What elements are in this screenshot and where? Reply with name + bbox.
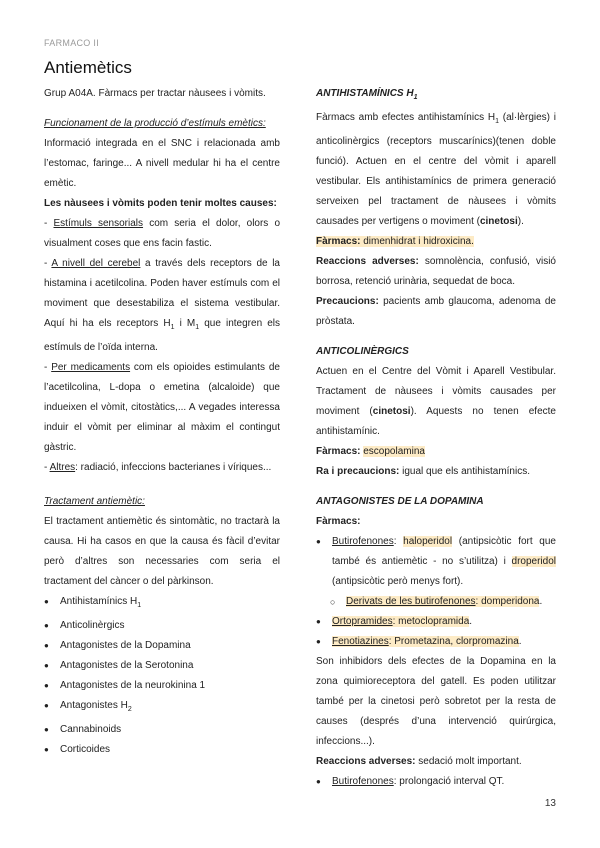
cause-item [44,214,280,254]
highlight: escopolamina [363,446,425,457]
label: Reaccions adverses: [316,756,416,767]
running-header: FARMACO II [44,38,100,48]
list-item: ● Cannabinoids [44,720,280,740]
label: Precaucions: [316,296,379,307]
underlined-term: Butirofenones [332,776,394,787]
paragraph: El tractament antiemètic és sintomàtic, no tractarà la causa. Hi ha casos en que la causa és fàcil d’evitar però d’altres son necessaries com seria el tractament del càncer o del pàrkinson. [44,516,280,587]
text: ). Aquests no tenen efecte antihistamínic. [316,406,556,437]
underlined-term: Estímuls sensorials [53,218,144,229]
drugs-heading [316,512,556,532]
text: (antipsicòtic fort que també és antiemètic - no s’utilitza) i [332,536,556,567]
list-item: ● Antagonistes de la Serotonina [44,656,280,676]
cause-text: com els opioides estimulants de l’acetilcolina, L-dopa o emetina (alcaloide) que indueixen el vòmit, citostàtics,... A vegades interessa induir el vòmit per eliminar al màxim el contingut gàstric. [44,362,280,453]
cause-text: a través dels receptors de la histamina i acetilcolina. Poden haver estímuls com el moviment que desestabiliza el sistema vestibular. Aquí hi ha els receptors H [44,258,280,329]
text: : [393,536,404,547]
subscript: 1 [413,94,418,101]
text: : metoclopramida [392,616,470,627]
paragraph: Informació integrada en el SNC i relacionada amb l’estomac, faringe... A nivell medular hi ha el centre emètic. [44,138,280,189]
cause-item [44,254,280,358]
text: Actuen en el Centre del Vòmit i Aparell Vestibular. Tractament de nàusees i vòmits causades per moviment ( [316,366,556,417]
text: : prolongació interval QT. [393,776,505,787]
paragraph [316,108,556,232]
cause-text: i M [174,318,196,329]
intro-line: Grup A04A. Fàrmacs per tractar nàusees i vòmits. [44,88,266,99]
bold-text: cinetosi [479,216,518,227]
list-item [44,696,280,720]
value: dimenhidrat i hidroxicina. [360,236,474,247]
list-item: ● Antagonistes de la Dopamina [44,636,280,656]
highlight [316,236,474,247]
text: (al·lèrgies) i anticolinèrgics (receptors muscarínics)(tenen doble funció). Actuen en el centre del vòmit i aparell vestibular. Els antihistamínics de primera generació serveixen pel tractament de nàusees i vòmits causades per vertigens o moviment ( [316,112,556,227]
paragraph [316,362,556,442]
dash: - [44,258,52,269]
list-text: Antihistamínics H [60,596,138,607]
text: : Prometazina, clorpromazina [388,636,519,647]
value: pacients amb glaucoma, adenoma de pròstata. [316,296,556,327]
list-item [316,772,556,792]
text: ). [517,216,524,227]
list-item: ● Corticoides [44,740,280,760]
section-title-antihistamines [316,84,556,108]
underlined-term: Butirofenones [332,536,394,547]
highlight: droperidol [511,556,556,567]
text: . [539,596,543,607]
adverse-reactions-line [316,752,556,772]
list-item [316,532,556,592]
underlined-term: Fenotiazines [332,636,389,647]
label: Reaccions adverses: [316,256,419,267]
underlined-term: Altres [49,462,76,473]
section-title-dopamine-antagonists: ANTAGONISTES DE LA DOPAMINA [316,496,484,507]
causes-heading [44,194,280,214]
adverse-reactions-line [316,252,556,292]
bold-text: cinetosi [372,406,411,417]
precautions-line [316,292,556,332]
cause-text: com seria el dolor, olors o visualment coses que ens facin fastic. [44,218,281,249]
section-title-treatment: Tractament antiemètic: [44,496,145,507]
underlined-term: A nivell del cerebel [51,258,141,269]
cause-text: que integren els estímuls de l’oïda interna. [44,318,280,353]
highlight [332,636,519,647]
dash: - [44,218,54,229]
label: Ra i precaucions: [316,466,400,477]
value: igual que els antihistamínics. [399,466,530,477]
cause-text: : radiació, infeccions bacterianes i víriques... [75,462,272,473]
value: sedació molt important. [415,756,522,767]
subscript: 1 [137,602,142,609]
dash: - [44,462,50,473]
list-item [44,592,280,616]
text: : domperidona [475,596,540,607]
underlined-term: Per medicaments [51,362,131,373]
list-item [316,632,556,652]
drugs-line [316,442,556,462]
highlight: haloperidol [403,536,453,547]
right-column [316,84,556,792]
cause-item [44,358,280,458]
bold-text: Les nàusees i vòmits poden tenir moltes causes: [44,198,277,209]
highlight [332,616,469,627]
highlight [346,596,539,607]
underlined-term: Derivats de les butirofenones [346,596,476,607]
paragraph: Son inhibidors dels efectes de la Dopamina en la zona quimioreceptora del gatell. Es poden utilitzar també per la cinetosi però sobretot per la resta de causes (després d’una intervenció quirúrgica, infeccions...). [316,656,556,747]
section-title-anticholinergics: ANTICOLINÈRGICS [316,346,409,357]
sub-list-item [316,592,556,612]
underlined-term: Ortopramides [332,616,393,627]
subscript: 2 [127,706,132,713]
adverse-reactions-line [316,462,556,482]
drugs-line [316,232,556,252]
section-title-emetic-stimuli: Funcionament de la producció d’estímuls emètics: [44,118,266,129]
subscript: 1 [170,324,175,331]
left-column [44,84,280,760]
list-item [316,612,556,632]
text: Fàrmacs amb efectes antihistamínics H [316,112,496,123]
heading-text: ANTIHISTAMÍNICS H [316,88,414,99]
cause-item [44,458,280,478]
label: Fàrmacs: [316,516,361,527]
list-text: Antagonistes H [60,700,128,711]
subscript: 1 [495,118,499,125]
page-title: Antiemètics [44,58,132,77]
value: somnolència, confusió, visió borrosa, retenció urinària, sequedat de boca. [316,256,556,287]
text: . [469,616,473,627]
text: . [518,636,522,647]
dash: - [44,362,52,373]
label: Fàrmacs: [316,236,361,247]
text: (antipsicòtic però menys fort). [332,576,464,587]
label: Fàrmacs: [316,446,361,457]
page-number: 13 [544,798,556,809]
subscript: 1 [195,324,200,331]
list-item: ● Antagonistes de la neurokinina 1 [44,676,280,696]
list-item: ● Anticolinèrgics [44,616,280,636]
